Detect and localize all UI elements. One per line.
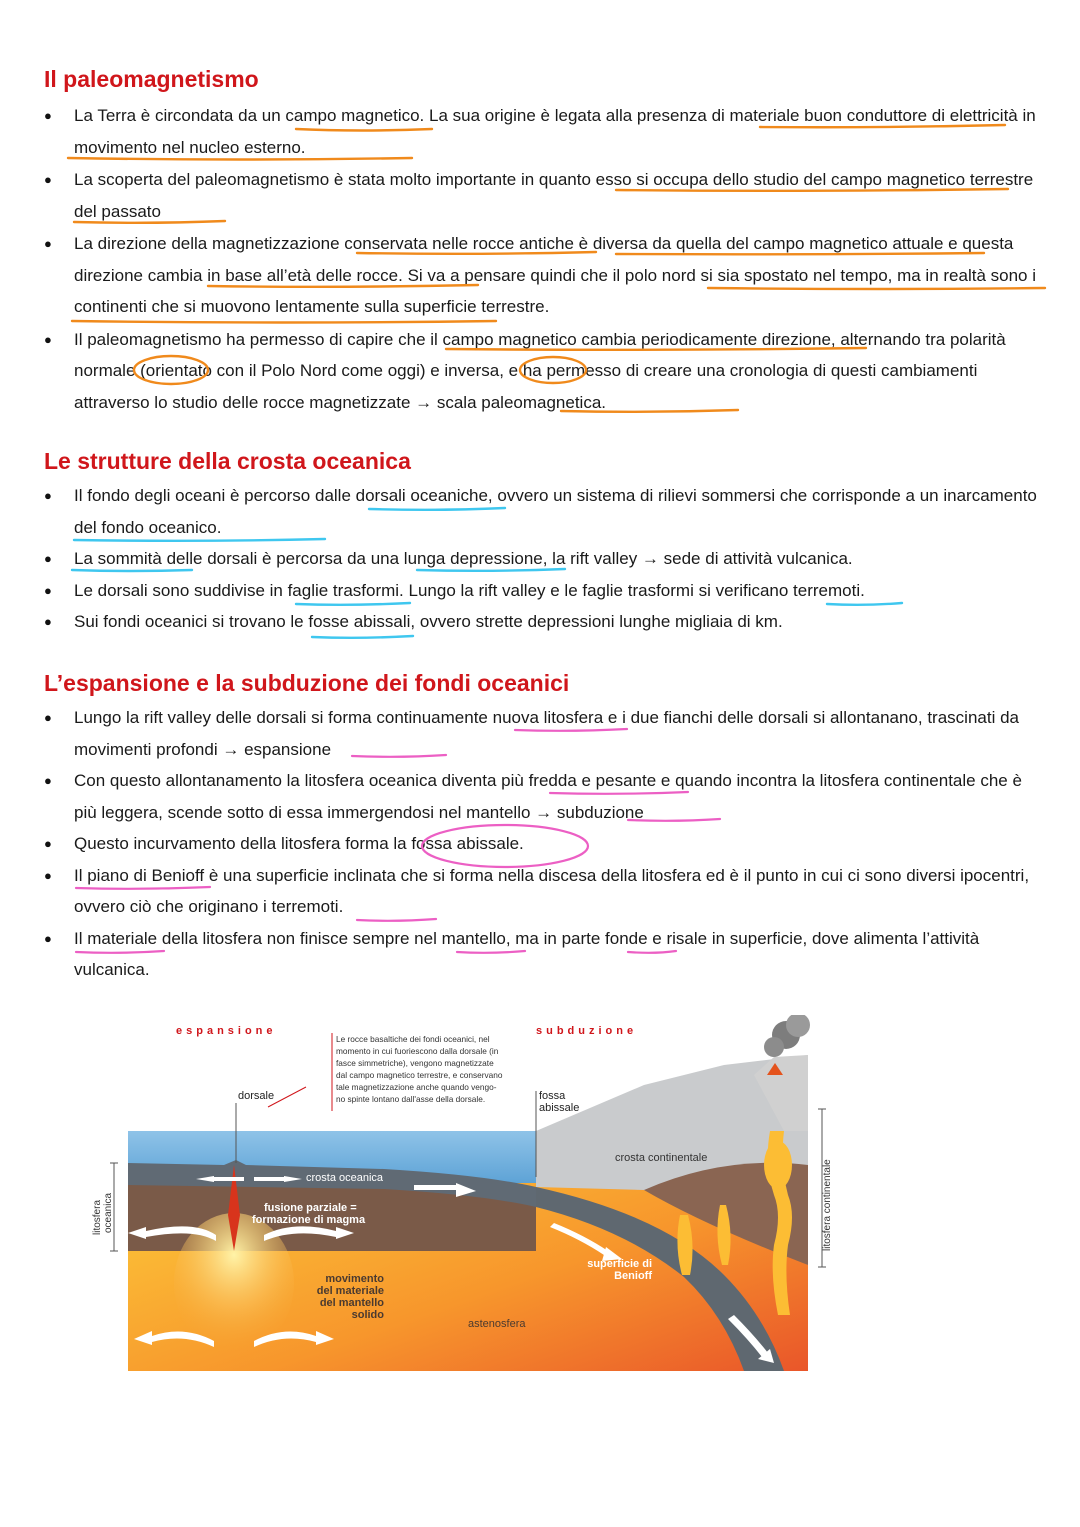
svg-text:del mantello: del mantello — [319, 1297, 384, 1309]
heading-espansione-subduzione: L’espansione e la subduzione dei fondi oceanici — [44, 670, 570, 696]
svg-text:litosfera: litosfera — [92, 1199, 103, 1235]
list-item: ● Sui fondi oceanici si trovano le fosse abissali, ovvero strette depressioni lunghe migliaia di km. — [50, 606, 1040, 638]
label-dorsale: dorsale — [238, 1090, 275, 1102]
svg-text:oceanica: oceanica — [103, 1192, 114, 1233]
list-item: ● La Terra è circondata da un campo magnetico. La sua origine è legata alla presenza di materiale buon conduttore di elettricità in movimento nel nucleo esterno. — [50, 100, 1040, 163]
list-item: ● Il materiale della litosfera non finisce sempre nel mantello, ma in parte fonde e risale in superficie, dove alimenta l’attività vulcanica. — [50, 923, 1040, 986]
label-benioff: Benioff — [614, 1270, 652, 1282]
list-item: ● Le dorsali sono suddivise in faglie trasformi. Lungo la rift valley e le faglie trasformi si verificano terremoti. — [50, 575, 1040, 607]
list-item: ● La sommità delle dorsali è percorsa da una lunga depressione, la rift valley → sede di attività vulcanica. — [50, 543, 1040, 575]
label-astenosfera: astenosfera — [468, 1318, 526, 1330]
list-item: ● Questo incurvamento della litosfera forma la fossa abissale. — [50, 828, 1040, 860]
label-espansione: espansione — [176, 1025, 277, 1037]
list-item: ● Lungo la rift valley delle dorsali si forma continuamente nuova litosfera e i due fianchi delle dorsali si allontanano, trascinati da movimenti profondi → espansione — [50, 702, 1040, 765]
expansion-subduction-diagram — [84, 1015, 844, 1375]
svg-text:solido: solido — [351, 1309, 384, 1321]
list-item: ● Il fondo degli oceani è percorso dalle dorsali oceaniche, ovvero un sistema di rilievi sommersi che corrisponde a un inarcamento del fondo oceanico. — [50, 480, 1040, 543]
label-litosfera-continentale: litosfera continentale — [822, 1159, 833, 1251]
list-item: ● La direzione della magnetizzazione conservata nelle rocce antiche è diversa da quella del campo magnetico attuale e questa direzione cambia in base all’età delle rocce. Si va a pensare quindi che il polo nord si sia spostato nel tempo, ma in realtà sono i continenti che si muovono lentamente sulla superficie terrestre. — [50, 228, 1040, 323]
svg-text:movimento: movimento — [325, 1273, 384, 1285]
bullet-list-espansione — [50, 702, 1040, 986]
label-fusione: fusione parziale = — [264, 1202, 357, 1214]
list-item: ● La scoperta del paleomagnetismo è stata molto importante in quanto esso si occupa dello studio del campo magnetico terrestre del passato — [50, 164, 1040, 227]
diagram-caption — [336, 1034, 503, 1104]
label-litosfera-oceanica — [92, 1193, 114, 1235]
svg-text:no spinte lontano dall'asse de: no spinte lontano dall'asse della dorsale. — [336, 1094, 486, 1104]
label-fossa: fossa — [539, 1090, 566, 1102]
svg-text:del materiale: del materiale — [316, 1285, 384, 1297]
label-subduzione: subduzione — [536, 1025, 638, 1037]
list-item: ● Con questo allontanamento la litosfera oceanica diventa più fredda e pesante e quando incontra la litosfera continentale che è più leggera, scende sotto di essa immergendosi nel mantello → subduzione — [50, 765, 1040, 828]
label-formazione-magma: formazione di magma — [252, 1214, 366, 1226]
list-item: ● Il piano di Benioff è una superficie inclinata che si forma nella discesa della litosfera ed è il punto in cui ci sono diversi ipocentri, ovvero ciò che originano i terremoti. — [50, 860, 1040, 923]
svg-text:tale magnetizzazione anche qua: tale magnetizzazione anche quando vengo- — [336, 1082, 497, 1092]
label-abissale: abissale — [539, 1102, 580, 1114]
list-item: ● Il paleomagnetismo ha permesso di capire che il campo magnetico cambia periodicamente direzione, alternando tra polarità normale (orientato con il Polo Nord come oggi) e inversa, e ha permesso di creare una cronologia di questi cambiamenti attraverso lo studio delle rocce magnetizzate → scala paleomagnetica. — [50, 324, 1040, 419]
bullet-list-paleomagnetismo — [50, 100, 1040, 418]
label-crosta-continentale: crosta continentale — [615, 1152, 708, 1164]
svg-text:momento in cui fuoriescono dal: momento in cui fuoriescono dalla dorsale (in — [336, 1046, 499, 1056]
bullet-list-strutture — [50, 480, 1040, 638]
label-superficie-di: superficie di — [587, 1258, 652, 1270]
svg-text:fasce simmetriche), vengono ma: fasce simmetriche), vengono magnetizzate — [336, 1058, 494, 1068]
heading-strutture-crosta-oceanica: Le strutture della crosta oceanica — [44, 448, 411, 474]
svg-text:dal campo magnetico terrestre,: dal campo magnetico terrestre, e conservano — [336, 1070, 503, 1080]
heading-paleomagnetismo: Il paleomagnetismo — [44, 66, 259, 92]
label-crosta-oceanica: crosta oceanica — [306, 1172, 384, 1184]
svg-text:Le rocce basaltiche dei fondi: Le rocce basaltiche dei fondi oceanici, nel — [336, 1034, 490, 1044]
